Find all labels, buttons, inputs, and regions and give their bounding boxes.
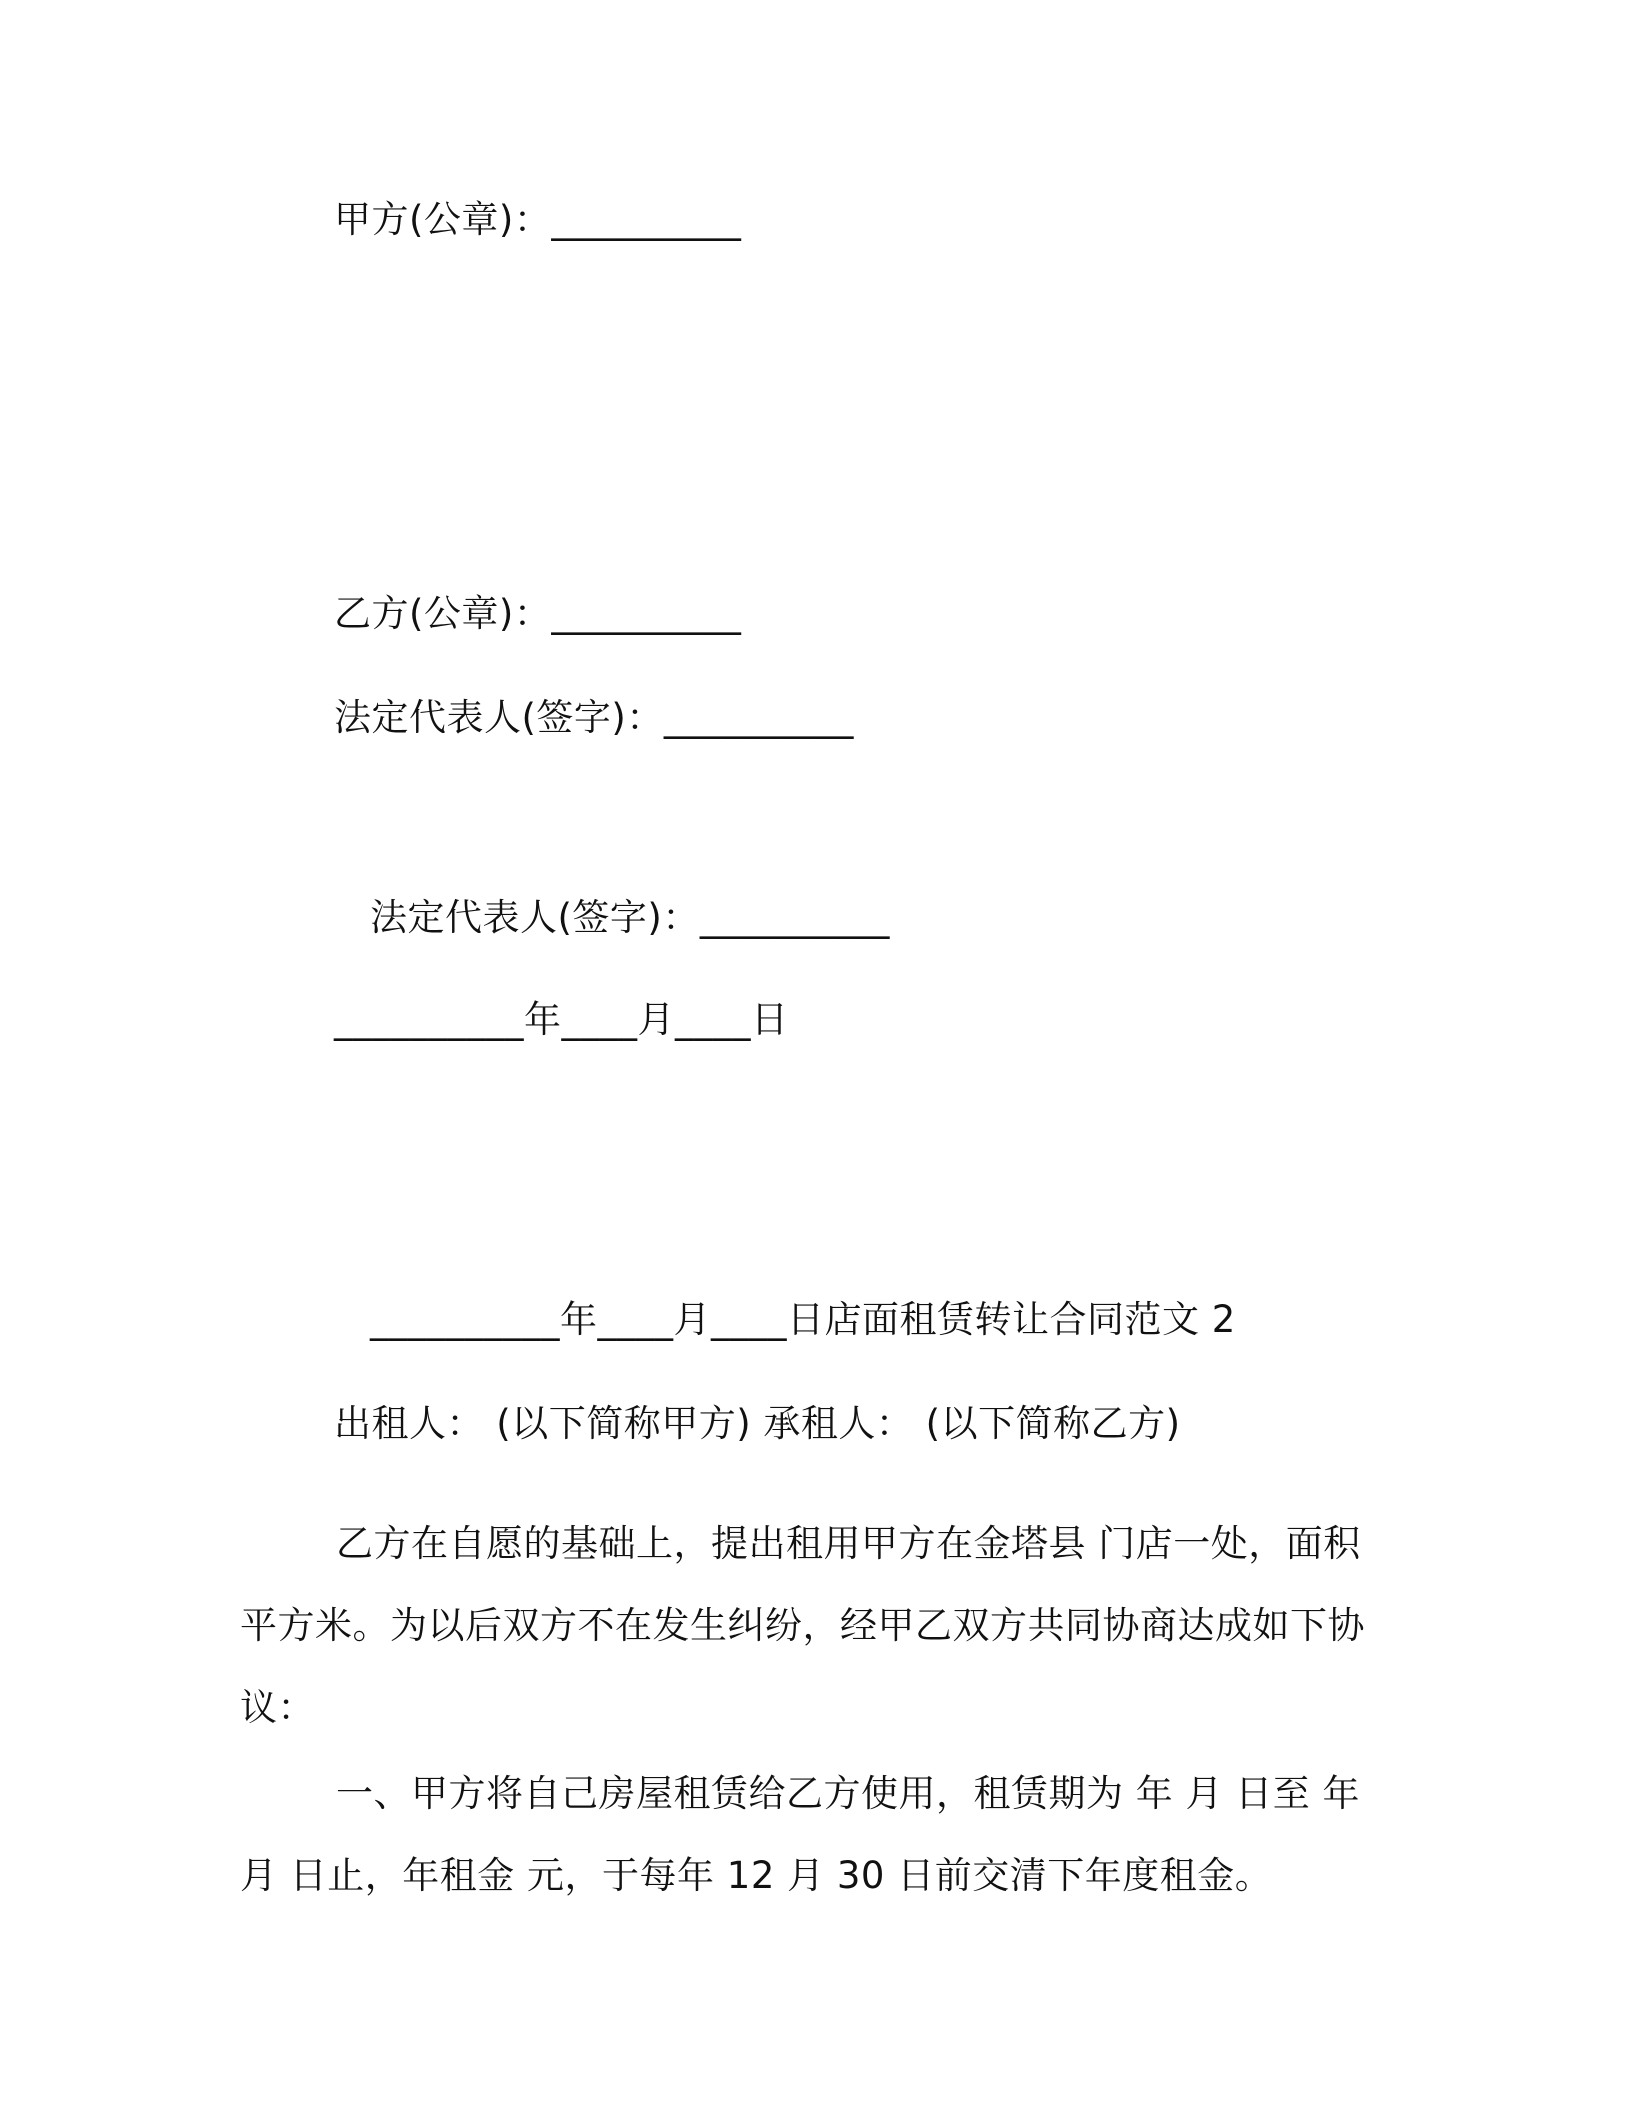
contract-clause-1: 一、甲方将自己房屋租赁给乙方使用，租赁期为 年 月 日至 年 月 日止，年租金 元，于每年 12 月 30 日前交清下年度租金。: [240, 1772, 1361, 1897]
legal-representative-line-1: 法定代表人(签字)：__________: [334, 696, 854, 739]
party-b-seal-line: 乙方(公章)：__________: [334, 592, 742, 635]
contract-intro-paragraph: 乙方在自愿的基础上，提出租用甲方在金塔县 门店一处，面积 平方米。为以后双方不在发生纠纷，经甲乙双方共同协商达成如下协议：: [240, 1522, 1365, 1729]
contract-title: __________年____月____日店面租赁转让合同范文 2: [370, 1298, 1236, 1341]
contract-parties: 出租人： (以下简称甲方) 承租人： (以下简称乙方): [334, 1402, 1181, 1445]
party-a-seal-line: 甲方(公章)：__________: [334, 198, 742, 241]
signature-date-line: __________年____月____日: [334, 998, 789, 1041]
legal-representative-line-2: 法定代表人(签字)：__________: [370, 896, 890, 939]
